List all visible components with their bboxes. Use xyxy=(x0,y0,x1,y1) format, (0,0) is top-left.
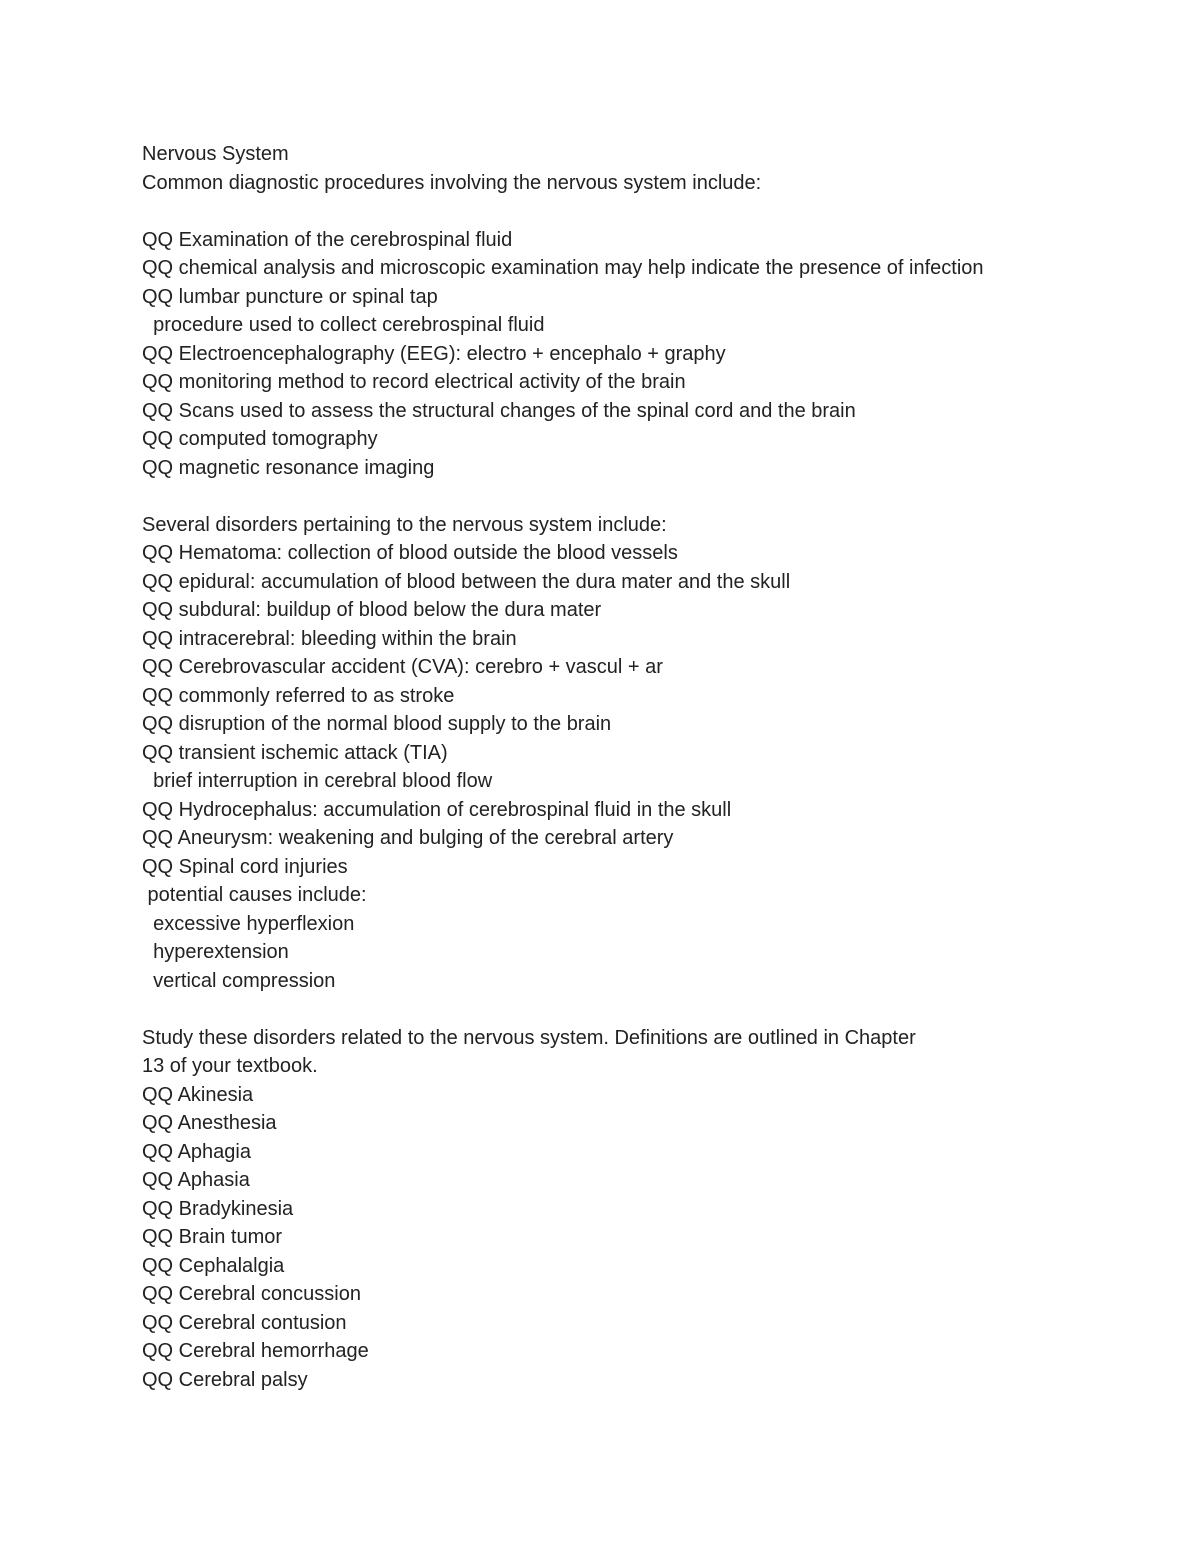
document-line: QQ Electroencephalography (EEG): electro + encephalo + graphy xyxy=(142,342,726,365)
document-line: QQ Cerebral contusion xyxy=(142,1311,347,1334)
document-line: QQ Hematoma: collection of blood outside the blood vessels xyxy=(142,542,678,564)
document-line: excessive hyperflexion xyxy=(142,912,355,935)
document-line: QQ monitoring method to record electrical activity of the brain xyxy=(142,371,686,393)
document-line: QQ Scans used to assess the structural changes of the spinal cord and the brain xyxy=(142,399,856,422)
document-line: QQ Examination of the cerebrospinal fluid xyxy=(142,228,513,251)
document-line: QQ intracerebral: bleeding within the brain xyxy=(142,627,517,650)
document-line: QQ Hydrocephalus: accumulation of cerebrospinal fluid in the skull xyxy=(142,798,732,821)
document-line: Common diagnostic procedures involving the nervous system include: xyxy=(142,171,762,194)
document-line: QQ Cephalalgia xyxy=(142,1254,285,1277)
blank-line xyxy=(142,995,1142,1024)
document-line: QQ chemical analysis and microscopic examination may help indicate the presence of infection xyxy=(142,257,984,279)
document-body xyxy=(142,140,1142,1394)
document-line: QQ disruption of the normal blood supply to the brain xyxy=(142,713,612,735)
document-line: QQ Cerebrovascular accident (CVA): cerebro + vascul + ar xyxy=(142,656,663,678)
document-line: QQ epidural: accumulation of blood between the dura mater and the skull xyxy=(142,570,791,593)
document-line: QQ commonly referred to as stroke xyxy=(142,684,455,707)
document-line: procedure used to collect cerebrospinal fluid xyxy=(142,314,545,336)
document-line: Several disorders pertaining to the nervous system include: xyxy=(142,513,667,536)
document-title: Nervous System xyxy=(142,143,289,165)
document-line: QQ lumbar puncture or spinal tap xyxy=(142,285,438,308)
document-line: QQ Cerebral palsy xyxy=(142,1368,308,1391)
document-line: QQ computed tomography xyxy=(142,428,378,450)
document-line: QQ Cerebral concussion xyxy=(142,1283,361,1305)
document-line: QQ subdural: buildup of blood below the dura mater xyxy=(142,599,602,621)
document-line: potential causes include: xyxy=(142,884,367,906)
document-line: hyperextension xyxy=(142,941,289,963)
document-line: Study these disorders related to the nervous system. Definitions are outlined in Chapter xyxy=(142,1026,916,1049)
document-lines xyxy=(142,169,1142,1395)
document-line: QQ Aneurysm: weakening and bulging of the cerebral artery xyxy=(142,827,674,849)
blank-line xyxy=(142,482,1142,511)
document-line: vertical compression xyxy=(142,969,336,992)
document-line: QQ Bradykinesia xyxy=(142,1197,294,1220)
document-line: QQ Aphagia xyxy=(142,1140,251,1163)
document-line: QQ transient ischemic attack (TIA) xyxy=(142,741,448,764)
document-line: QQ Anesthesia xyxy=(142,1112,277,1134)
document-line: QQ Brain tumor xyxy=(142,1226,283,1248)
blank-line xyxy=(142,197,1142,226)
document-line: brief interruption in cerebral blood flow xyxy=(142,770,493,792)
document-line: QQ magnetic resonance imaging xyxy=(142,456,435,479)
document-line: QQ Cerebral hemorrhage xyxy=(142,1340,369,1362)
document-line: QQ Aphasia xyxy=(142,1169,250,1191)
document-line: QQ Akinesia xyxy=(142,1083,254,1106)
document-line: QQ Spinal cord injuries xyxy=(142,855,348,878)
document-line: 13 of your textbook. xyxy=(142,1055,318,1077)
